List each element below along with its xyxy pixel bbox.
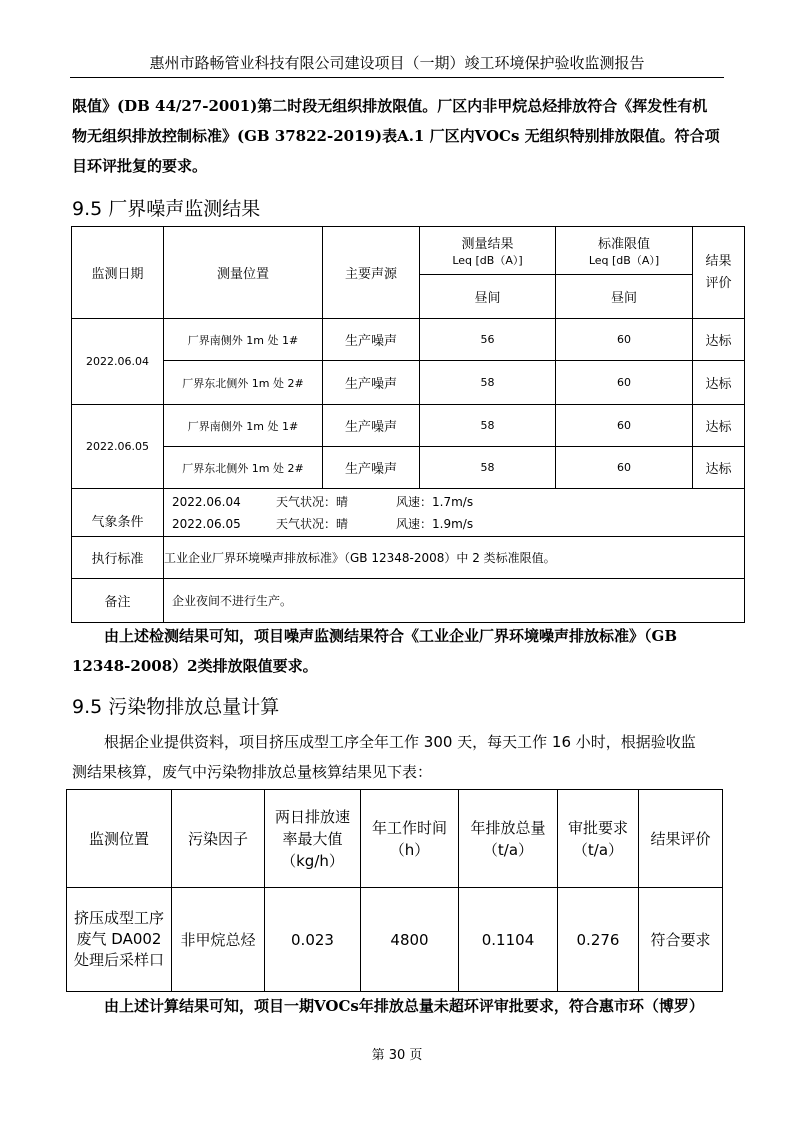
meteo-date: 2022.06.05 [172,516,241,531]
eval-cell: 达标 [693,361,745,405]
standard-text: 工业企业厂界环境噪声排放标准》（GB 12348-2008）中 2 类标准限值。 [164,537,745,579]
emission-para-1: 根据企业提供资料，项目挤压成型工序全年工作 300 天，每天工作 16 小时，根据验收监 [104,733,696,751]
meteo-weather: 天气状况：晴 [276,495,349,509]
result-unit: Leq [dB（A）] [452,254,523,267]
limit-cell: 60 [556,361,693,405]
h-rate: 两日排放速 率最大值 （kg/h） [265,790,361,888]
col-result-header [420,227,556,275]
intro-line-2: 物无组织排放控制标准》(GB 37822-2019)表A.1 厂区内VOCs 无组织特别排放限值。符合项 [72,127,720,145]
h-factor: 污染因子 [172,790,265,888]
h-position: 监测位置 [67,790,172,888]
result-cell: 56 [420,319,556,361]
total-cell: 0.1104 [459,888,558,992]
noise-conclusion-1: 由上述检测结果可知，项目噪声监测结果符合《工业企业厂界环境噪声排放标准》（GB [104,627,677,645]
report-header-title: 惠州市路畅管业科技有限公司建设项目（一期）竣工环境保护验收监测报告 [149,54,645,72]
emission-conclusion: 由上述计算结果可知，项目一期VOCs年排放总量未超环评审批要求，符合惠市环（博罗） [104,997,704,1015]
meteo-weather: 天气状况：晴 [276,517,349,531]
result-cell: 58 [420,361,556,405]
table-row [67,888,723,992]
table-row [72,361,745,405]
meteo-wind: 风速：1.7m/s [396,495,474,509]
col-date-header: 监测日期 [72,227,164,319]
h-eval: 结果评价 [639,790,723,888]
sub-day-result: 昼间 [420,275,556,319]
remark-label: 备注 [72,579,164,623]
limit-cell: 60 [556,447,693,489]
standard-label: 执行标准 [72,537,164,579]
rate-cell: 0.023 [265,888,361,992]
eval-cell: 符合要求 [639,888,723,992]
section-heading-emission: 9.5 污染物排放总量计算 [72,696,280,718]
eval-cell: 达标 [693,447,745,489]
emission-para-2: 测结果核算，废气中污染物排放总量核算结果见下表： [72,763,433,781]
position-cell: 厂界东北侧外 1m 处 2# [164,361,323,405]
table-row [72,447,745,489]
source-cell: 生产噪声 [323,319,420,361]
sub-day-limit: 昼间 [556,275,693,319]
meteo-date: 2022.06.04 [172,494,241,509]
meteo-line [172,513,744,535]
source-cell: 生产噪声 [323,447,420,489]
col-eval-header: 结果 评价 [693,227,745,319]
emission-table [66,789,723,992]
source-cell: 生产噪声 [323,405,420,447]
source-cell: 生产噪声 [323,361,420,405]
intro-line-3: 目环评批复的要求。 [72,157,208,175]
page-number: 第 30 页 [371,1048,423,1063]
date-cell: 2022.06.05 [72,405,164,489]
meteo-label: 气象条件 [72,489,164,537]
h-approved: 审批要求 （t/a） [558,790,639,888]
limit-label: 标准限值 [597,237,650,252]
position-cell: 厂界东北侧外 1m 处 2# [164,447,323,489]
date-cell: 2022.06.04 [72,319,164,405]
approved-cell: 0.276 [558,888,639,992]
factor-cell: 非甲烷总烃 [172,888,265,992]
limit-cell: 60 [556,405,693,447]
limit-unit: Leq [dB（A）] [588,254,660,267]
position-cell: 厂界南侧外 1m 处 1# [164,319,323,361]
result-cell: 58 [420,447,556,489]
remark-text: 企业夜间不进行生产。 [164,579,745,623]
section-heading-noise: 9.5 厂界噪声监测结果 [72,198,261,220]
noise-table [71,226,745,623]
hours-cell: 4800 [361,888,459,992]
result-cell: 58 [420,405,556,447]
col-limit-header [556,227,693,275]
col-position-header: 测量位置 [164,227,323,319]
eval-cell: 达标 [693,405,745,447]
position-cell: 挤压成型工序 废气 DA002 处理后采样口 [67,888,172,992]
table-row [72,319,745,361]
h-hours: 年工作时间 （h） [361,790,459,888]
meteo-line [172,491,744,513]
result-label: 测量结果 [461,237,514,252]
meteo-wind: 风速：1.9m/s [396,517,474,531]
limit-cell: 60 [556,319,693,361]
h-total: 年排放总量 （t/a） [459,790,558,888]
header-rule [70,77,724,78]
intro-line-1: 限值》(DB 44/27-2001)第二时段无组织排放限值。厂区内非甲烷总烃排放符合《挥发性有机 [72,97,708,115]
col-source-header: 主要声源 [323,227,420,319]
meteo-cell [164,489,745,537]
eval-cell: 达标 [693,319,745,361]
position-cell: 厂界南侧外 1m 处 1# [164,405,323,447]
table-row [72,405,745,447]
noise-conclusion-2: 12348-2008）2类排放限值要求。 [72,657,318,675]
